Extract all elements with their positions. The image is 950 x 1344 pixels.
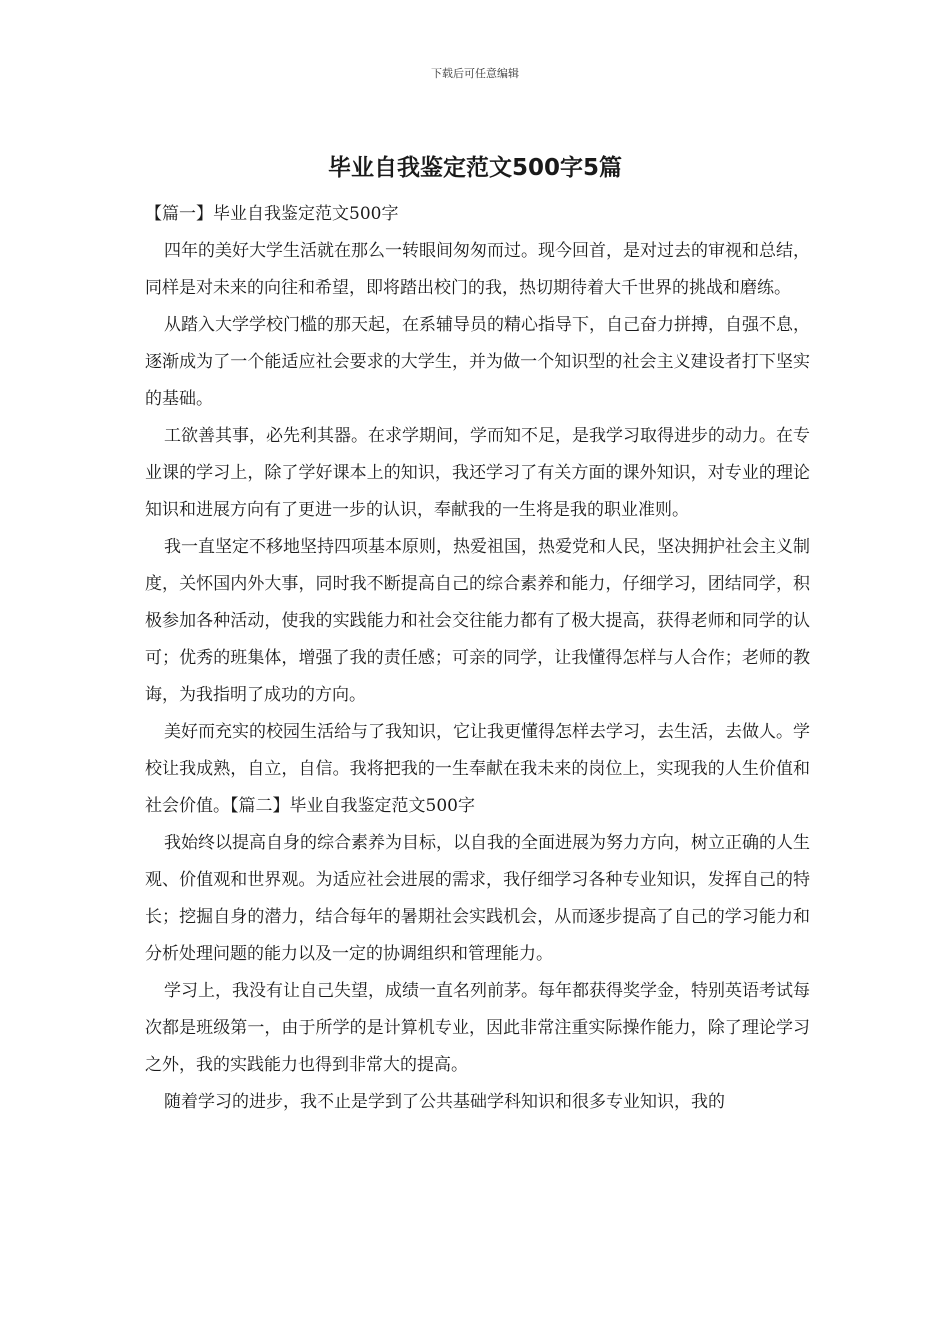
- paragraph: 随着学习的进步，我不止是学到了公共基础学科知识和很多专业知识，我的: [164, 1092, 725, 1112]
- paragraph: 我始终以提高自身的综合素养为目标，以自我的全面进展为努力方向，树立正确的人生观、价值观和世界观。为适应社会进展的需求，我仔细学习各种专业知识，发挥自己的特长；挖掘自身的潜力，结合每年的暑期社会实践机会，从而逐步提高了自己的学习能力和分析处理问题的能力以及一定的协调组织和管理能力。: [145, 833, 810, 964]
- paragraph: 美好而充实的校园生活给与了我知识，它让我更懂得怎样去学习，去生活，去做人。学校让我成熟，自立，自信。我将把我的一生奉献在我未来的岗位上，实现我的人生价值和社会价值。【篇二】毕业自我鉴定范文500字: [145, 722, 810, 816]
- section-heading-1: 【篇一】毕业自我鉴定范文500字: [145, 204, 399, 224]
- document-title: 毕业自我鉴定范文500字5篇: [327, 155, 622, 181]
- paragraph: 从踏入大学学校门槛的那天起，在系辅导员的精心指导下，自己奋力拼搏，自强不息，逐渐成为了一个能适应社会要求的大学生，并为做一个知识型的社会主义建设者打下坚实的基础。: [145, 315, 810, 409]
- paragraph: 学习上，我没有让自己失望，成绩一直名列前茅。每年都获得奖学金，特别英语考试每次都是班级第一，由于所学的是计算机专业，因此非常注重实际操作能力，除了理论学习之外，我的实践能力也得到非常大的提高。: [145, 981, 810, 1075]
- page-header: 下载后可任意编辑: [431, 67, 519, 80]
- document-body: [145, 196, 810, 1121]
- paragraph: 我一直坚定不移地坚持四项基本原则，热爱祖国，热爱党和人民，坚决拥护社会主义制度，关怀国内外大事，同时我不断提高自己的综合素养和能力，仔细学习，团结同学，积极参加各种活动，使我的实践能力和社会交往能力都有了极大提高，获得老师和同学的认可；优秀的班集体，增强了我的责任感；可亲的同学，让我懂得怎样与人合作；老师的教诲，为我指明了成功的方向。: [145, 537, 810, 705]
- paragraph: 四年的美好大学生活就在那么一转眼间匆匆而过。现今回首，是对过去的审视和总结，同样是对未来的向往和希望，即将踏出校门的我，热切期待着大千世界的挑战和磨练。: [145, 241, 810, 298]
- paragraph: 工欲善其事，必先利其器。在求学期间，学而知不足，是我学习取得进步的动力。在专业课的学习上，除了学好课本上的知识，我还学习了有关方面的课外知识，对专业的理论知识和进展方向有了更进一步的认识，奉献我的一生将是我的职业准则。: [145, 426, 810, 520]
